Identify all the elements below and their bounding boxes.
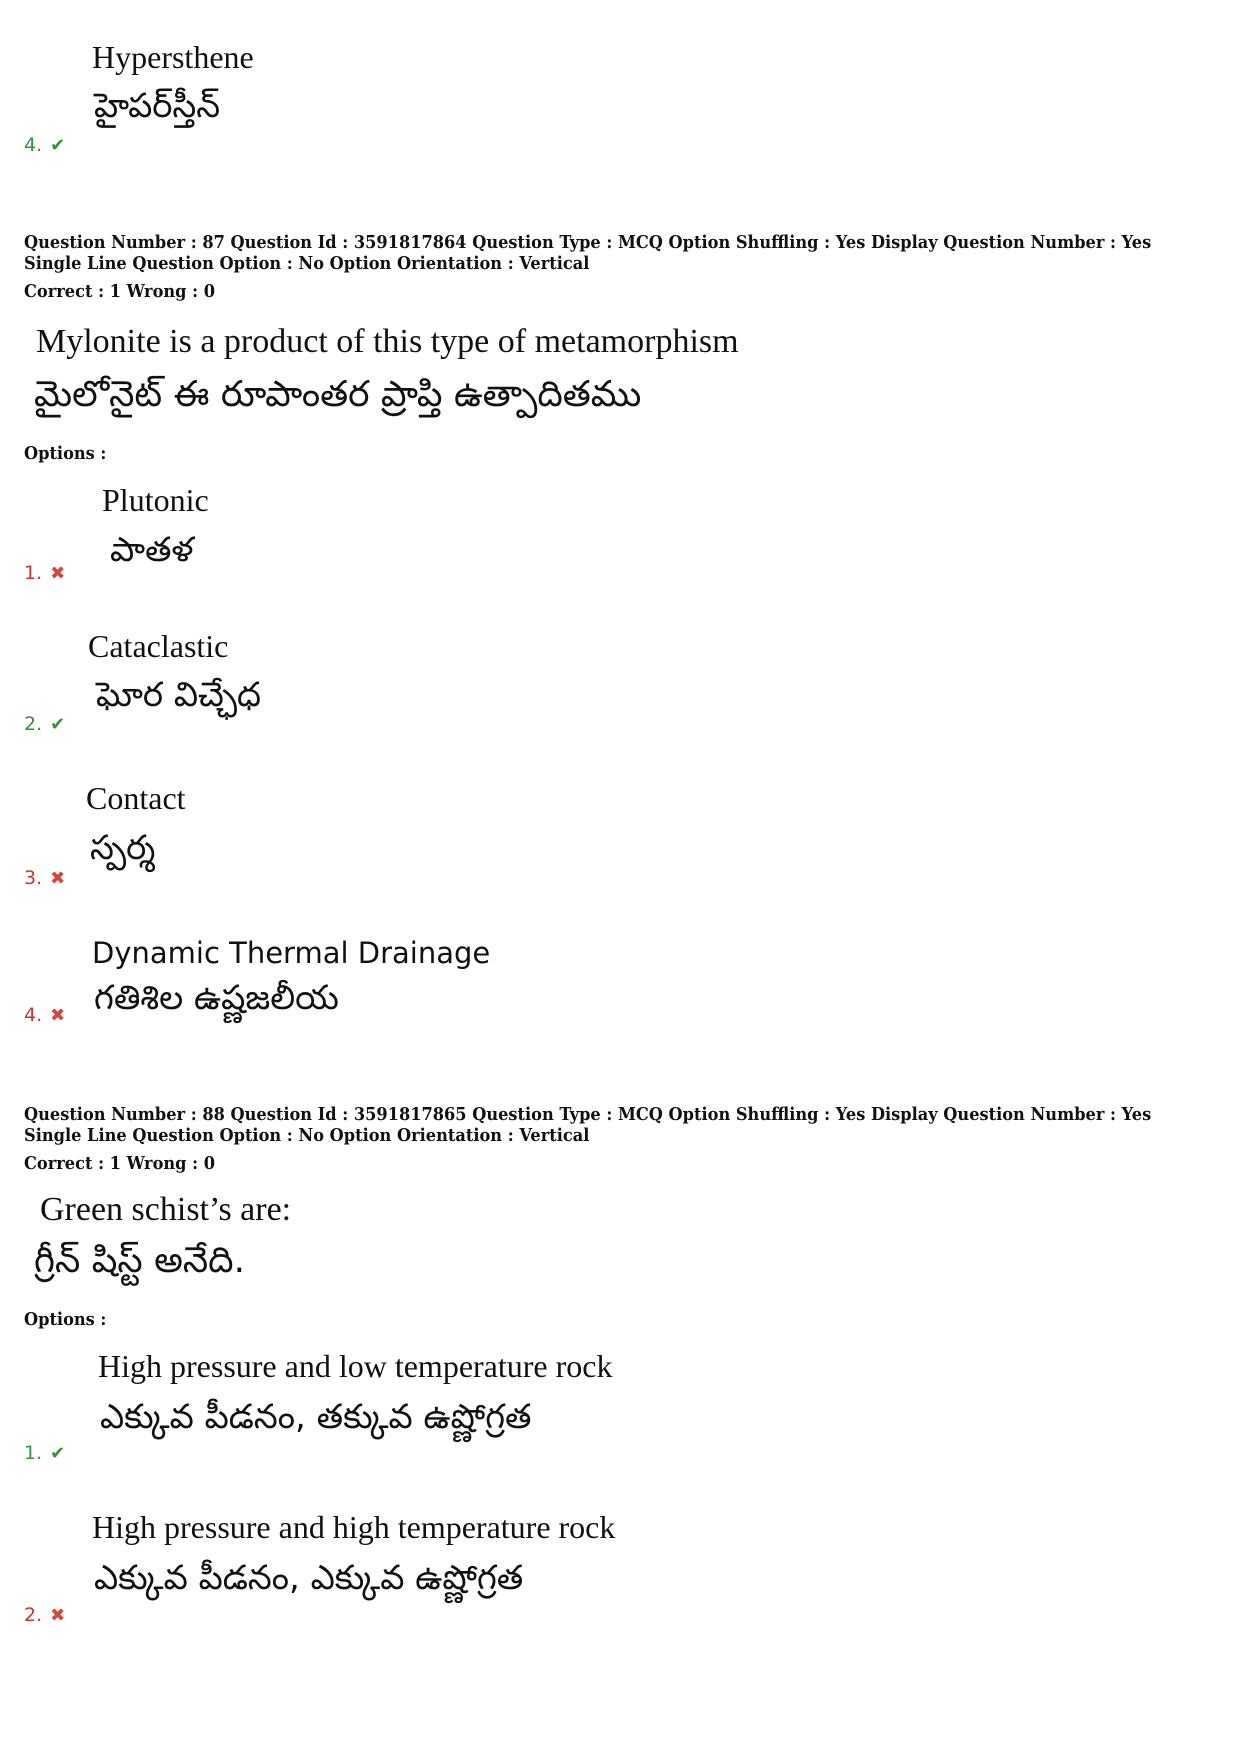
option-number: 2. ✔ [24,713,66,735]
option-telugu-text: స్పర్శ [90,828,156,868]
option-number: 1. ✔ [24,1442,66,1464]
question-score: Correct : 1 Wrong : 0 [24,1153,216,1174]
option-english-text: High pressure and low temperature rock [98,1348,613,1384]
option-telugu-text: ఎక్కువ పీడనం, తక్కువ ఉష్ణోగ్రత [100,1397,532,1437]
question-score: Correct : 1 Wrong : 0 [24,281,216,302]
option-telugu-text: పాతళ [110,530,194,570]
question-text-telugu: మైలోనైట్ ఈ రూపాంతర ప్రాప్తి ఉత్పాదితము [34,374,642,415]
cross-icon: ✖ [50,1605,66,1626]
cross-icon: ✖ [50,563,66,584]
option-english-text: Plutonic [102,482,209,518]
question-meta-line2: Single Line Question Option : No Option Orientation : Vertical [24,1125,590,1146]
check-icon: ✔ [50,1443,66,1464]
check-icon: ✔ [50,714,66,735]
option-telugu-text: ఘోర విచ్ఛేధ [96,675,262,715]
option-english-text: Contact [86,780,186,816]
cross-icon: ✖ [50,868,66,889]
option-english-text: Dynamic Thermal Drainage [92,936,491,970]
question-meta-line1: Question Number : 87 Question Id : 3591817864 Question Type : MCQ Option Shuffling : Yes Display Question Number : Yes [24,232,1152,253]
cross-icon: ✖ [50,1005,66,1026]
question-text-telugu: గ్రీన్ షిస్ట్ అనేది. [34,1240,246,1281]
options-label: Options : [24,443,107,464]
check-icon: ✔ [50,135,66,156]
option-english-text: Hypersthene [92,39,254,75]
option-english-text: Cataclastic [88,628,229,664]
option-telugu-text: ఎక్కువ పీడనం, ఎక్కువ ఉష్ణోగ్రత [94,1558,524,1598]
option-telugu-text: హైపర్‌స్తీన్ [94,86,221,126]
question-meta-line1: Question Number : 88 Question Id : 3591817865 Question Type : MCQ Option Shuffling : Yes Display Question Number : Yes [24,1104,1152,1125]
option-number: 3. ✖ [24,867,66,889]
option-number: 4. ✔ [24,134,66,156]
option-english-text: High pressure and high temperature rock [92,1509,616,1545]
question-meta-line2: Single Line Question Option : No Option Orientation : Vertical [24,253,590,274]
option-telugu-text: గతిశిల ఉష్ణజలీయ [94,978,339,1018]
options-label: Options : [24,1309,107,1330]
option-number: 4. ✖ [24,1004,66,1026]
question-text-english: Green schist’s are: [40,1191,292,1228]
question-text-english: Mylonite is a product of this type of metamorphism [36,323,739,360]
option-number: 1. ✖ [24,562,66,584]
option-number: 2. ✖ [24,1604,66,1626]
